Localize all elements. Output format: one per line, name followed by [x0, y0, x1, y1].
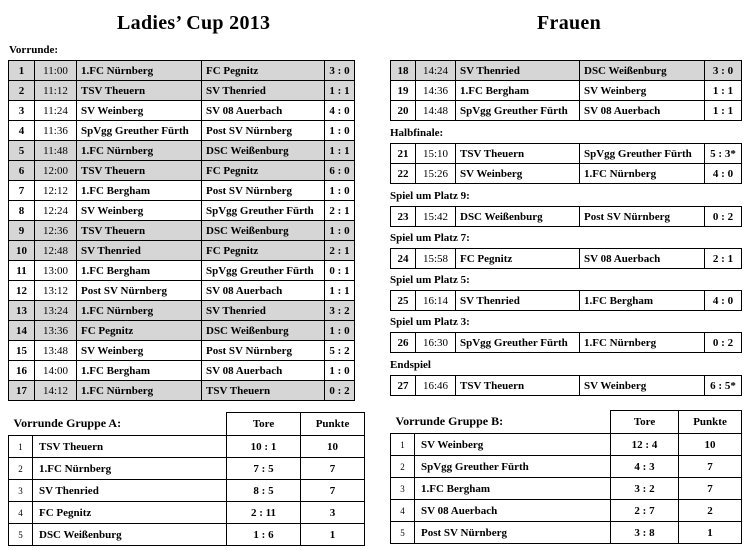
- match-number: 23: [391, 207, 416, 227]
- match-row: [391, 291, 742, 311]
- points: 7: [301, 458, 365, 480]
- match-score: 5 : 2: [325, 341, 355, 361]
- home-team: SV Thenried: [77, 241, 202, 261]
- platz5-table: [390, 290, 742, 311]
- away-team: 1.FC Nürnberg: [580, 333, 705, 353]
- match-score: 1 : 1: [705, 101, 742, 121]
- match-row: [9, 181, 355, 201]
- platz9-label: Spiel um Platz 9:: [390, 190, 470, 202]
- away-team: FC Pegnitz: [202, 161, 325, 181]
- match-time: 11:36: [35, 121, 77, 141]
- match-time: 11:48: [35, 141, 77, 161]
- rank: 2: [9, 458, 33, 480]
- group-b-col-tore: Tore: [611, 411, 679, 434]
- match-score: 2 : 1: [325, 201, 355, 221]
- away-team: DSC Weißenburg: [202, 141, 325, 161]
- standings-row: [9, 458, 365, 480]
- points: 1: [679, 522, 742, 544]
- match-row: [9, 161, 355, 181]
- away-team: SV 08 Auerbach: [202, 101, 325, 121]
- goals: 10 : 1: [227, 436, 301, 458]
- match-score: 0 : 2: [705, 333, 742, 353]
- match-score: 1 : 0: [325, 221, 355, 241]
- goals: 2 : 11: [227, 502, 301, 524]
- away-team: Post SV Nürnberg: [202, 341, 325, 361]
- match-time: 14:12: [35, 381, 77, 401]
- home-team: SV Weinberg: [77, 201, 202, 221]
- away-team: SpVgg Greuther Fürth: [202, 201, 325, 221]
- group-a-col-tore: Tore: [227, 413, 301, 436]
- away-team: Post SV Nürnberg: [580, 207, 705, 227]
- match-number: 16: [9, 361, 35, 381]
- match-row: [9, 361, 355, 381]
- match-time: 11:00: [35, 61, 77, 81]
- match-row: [391, 101, 742, 121]
- standings-row: [391, 522, 742, 544]
- halbfinale-label: Halbfinale:: [390, 127, 444, 139]
- team-name: SV Thenried: [33, 480, 227, 502]
- standings-row: [391, 434, 742, 456]
- team-name: SpVgg Greuther Fürth: [415, 456, 611, 478]
- rank: 4: [391, 500, 415, 522]
- rank: 1: [391, 434, 415, 456]
- match-time: 16:30: [416, 333, 456, 353]
- match-number: 24: [391, 249, 416, 269]
- home-team: TSV Theuern: [456, 376, 580, 396]
- match-number: 7: [9, 181, 35, 201]
- team-name: DSC Weißenburg: [33, 524, 227, 546]
- match-row: [391, 164, 742, 184]
- team-name: 1.FC Bergham: [415, 478, 611, 500]
- match-number: 2: [9, 81, 35, 101]
- match-number: 10: [9, 241, 35, 261]
- match-time: 15:58: [416, 249, 456, 269]
- match-time: 13:48: [35, 341, 77, 361]
- standings-group-a: [8, 412, 365, 546]
- match-row: [9, 101, 355, 121]
- match-number: 18: [391, 61, 416, 81]
- match-score: 1 : 1: [705, 81, 742, 101]
- match-number: 14: [9, 321, 35, 341]
- halbfinale-table: [390, 143, 742, 184]
- rank: 1: [9, 436, 33, 458]
- away-team: SV 08 Auerbach: [202, 281, 325, 301]
- match-time: 15:10: [416, 144, 456, 164]
- match-row: [391, 81, 742, 101]
- match-score: 3 : 0: [705, 61, 742, 81]
- rank: 5: [9, 524, 33, 546]
- home-team: SV Thenried: [456, 291, 580, 311]
- away-team: 1.FC Bergham: [580, 291, 705, 311]
- home-team: SV Weinberg: [77, 101, 202, 121]
- match-score: 2 : 1: [705, 249, 742, 269]
- match-number: 9: [9, 221, 35, 241]
- away-team: SV 08 Auerbach: [580, 101, 705, 121]
- match-row: [9, 141, 355, 161]
- match-number: 6: [9, 161, 35, 181]
- endspiel-table: [390, 375, 742, 396]
- match-time: 11:12: [35, 81, 77, 101]
- match-row: [391, 61, 742, 81]
- standings-row: [391, 500, 742, 522]
- home-team: SV Weinberg: [456, 164, 580, 184]
- match-number: 21: [391, 144, 416, 164]
- home-team: 1.FC Nürnberg: [77, 141, 202, 161]
- match-score: 1 : 0: [325, 121, 355, 141]
- group-b-col-punkte: Punkte: [679, 411, 742, 434]
- rank: 2: [391, 456, 415, 478]
- points: 10: [679, 434, 742, 456]
- points: 7: [679, 478, 742, 500]
- match-score: 6 : 0: [325, 161, 355, 181]
- match-number: 20: [391, 101, 416, 121]
- match-row: [391, 333, 742, 353]
- points: 7: [679, 456, 742, 478]
- home-team: SpVgg Greuther Fürth: [456, 333, 580, 353]
- goals: 3 : 2: [611, 478, 679, 500]
- match-row: [9, 201, 355, 221]
- points: 2: [679, 500, 742, 522]
- standings-row: [391, 456, 742, 478]
- match-row: [9, 341, 355, 361]
- match-time: 14:48: [416, 101, 456, 121]
- away-team: 1.FC Nürnberg: [580, 164, 705, 184]
- match-score: 1 : 1: [325, 81, 355, 101]
- match-number: 25: [391, 291, 416, 311]
- home-team: TSV Theuern: [456, 144, 580, 164]
- goals: 3 : 8: [611, 522, 679, 544]
- match-time: 12:48: [35, 241, 77, 261]
- team-name: 1.FC Nürnberg: [33, 458, 227, 480]
- team-name: SV 08 Auerbach: [415, 500, 611, 522]
- match-time: 12:12: [35, 181, 77, 201]
- home-team: 1.FC Bergham: [77, 181, 202, 201]
- home-team: SpVgg Greuther Fürth: [77, 121, 202, 141]
- match-time: 16:46: [416, 376, 456, 396]
- home-team: 1.FC Bergham: [456, 81, 580, 101]
- away-team: SV 08 Auerbach: [202, 361, 325, 381]
- endspiel-label: Endspiel: [390, 359, 431, 371]
- match-number: 15: [9, 341, 35, 361]
- match-row: [9, 121, 355, 141]
- goals: 2 : 7: [611, 500, 679, 522]
- match-row: [9, 221, 355, 241]
- schedule-table-left: [8, 60, 355, 401]
- points: 7: [301, 480, 365, 502]
- goals: 1 : 6: [227, 524, 301, 546]
- standings-row: [9, 436, 365, 458]
- match-score: 2 : 1: [325, 241, 355, 261]
- platz7-label: Spiel um Platz 7:: [390, 232, 470, 244]
- away-team: SV Weinberg: [580, 81, 705, 101]
- rank: 4: [9, 502, 33, 524]
- match-time: 14:24: [416, 61, 456, 81]
- schedule-table-right: [390, 60, 742, 121]
- page-title-right: Frauen: [537, 12, 602, 34]
- match-number: 11: [9, 261, 35, 281]
- platz7-table: [390, 248, 742, 269]
- match-number: 3: [9, 101, 35, 121]
- standings-group-b: [390, 410, 742, 544]
- away-team: TSV Theuern: [202, 381, 325, 401]
- match-time: 12:36: [35, 221, 77, 241]
- match-time: 12:24: [35, 201, 77, 221]
- match-number: 26: [391, 333, 416, 353]
- home-team: SpVgg Greuther Fürth: [456, 101, 580, 121]
- platz9-table: [390, 206, 742, 227]
- match-row: [9, 281, 355, 301]
- match-number: 4: [9, 121, 35, 141]
- match-score: 4 : 0: [705, 291, 742, 311]
- home-team: Post SV Nürnberg: [77, 281, 202, 301]
- match-number: 22: [391, 164, 416, 184]
- home-team: SV Weinberg: [77, 341, 202, 361]
- match-time: 13:24: [35, 301, 77, 321]
- match-number: 12: [9, 281, 35, 301]
- goals: 8 : 5: [227, 480, 301, 502]
- away-team: SV Thenried: [202, 301, 325, 321]
- match-time: 14:00: [35, 361, 77, 381]
- match-row: [9, 61, 355, 81]
- platz5-label: Spiel um Platz 5:: [390, 274, 470, 286]
- vorrunde-label: Vorrunde:: [9, 44, 59, 56]
- group-b-title: Vorrunde Gruppe B:: [391, 411, 611, 434]
- match-score: 3 : 2: [325, 301, 355, 321]
- points: 10: [301, 436, 365, 458]
- match-score: 1 : 0: [325, 321, 355, 341]
- match-number: 5: [9, 141, 35, 161]
- rank: 5: [391, 522, 415, 544]
- home-team: TSV Theuern: [77, 161, 202, 181]
- match-score: 1 : 0: [325, 181, 355, 201]
- rank: 3: [391, 478, 415, 500]
- away-team: DSC Weißenburg: [202, 221, 325, 241]
- match-score: 1 : 1: [325, 281, 355, 301]
- match-row: [391, 144, 742, 164]
- group-a-title: Vorrunde Gruppe A:: [9, 413, 227, 436]
- match-score: 3 : 0: [325, 61, 355, 81]
- points: 3: [301, 502, 365, 524]
- match-score: 1 : 1: [325, 141, 355, 161]
- home-team: 1.FC Nürnberg: [77, 301, 202, 321]
- match-time: 15:26: [416, 164, 456, 184]
- match-score: 1 : 0: [325, 361, 355, 381]
- away-team: DSC Weißenburg: [580, 61, 705, 81]
- standings-row: [9, 524, 365, 546]
- match-number: 27: [391, 376, 416, 396]
- platz3-table: [390, 332, 742, 353]
- match-row: [9, 321, 355, 341]
- goals: 4 : 3: [611, 456, 679, 478]
- team-name: FC Pegnitz: [33, 502, 227, 524]
- away-team: DSC Weißenburg: [202, 321, 325, 341]
- home-team: 1.FC Bergham: [77, 261, 202, 281]
- match-score: 0 : 2: [705, 207, 742, 227]
- match-score: 0 : 1: [325, 261, 355, 281]
- match-row: [9, 381, 355, 401]
- match-score: 4 : 0: [705, 164, 742, 184]
- match-score: 4 : 0: [325, 101, 355, 121]
- home-team: 1.FC Nürnberg: [77, 61, 202, 81]
- match-row: [9, 81, 355, 101]
- match-time: 14:36: [416, 81, 456, 101]
- standings-row: [391, 478, 742, 500]
- away-team: FC Pegnitz: [202, 241, 325, 261]
- away-team: SpVgg Greuther Fürth: [202, 261, 325, 281]
- rank: 3: [9, 480, 33, 502]
- match-row: [391, 249, 742, 269]
- match-score: 5 : 3*: [705, 144, 742, 164]
- match-number: 8: [9, 201, 35, 221]
- match-number: 17: [9, 381, 35, 401]
- match-row: [9, 301, 355, 321]
- team-name: SV Weinberg: [415, 434, 611, 456]
- home-team: FC Pegnitz: [456, 249, 580, 269]
- home-team: SV Thenried: [456, 61, 580, 81]
- match-row: [9, 241, 355, 261]
- match-number: 19: [391, 81, 416, 101]
- match-time: 12:00: [35, 161, 77, 181]
- team-name: TSV Theuern: [33, 436, 227, 458]
- away-team: SV Thenried: [202, 81, 325, 101]
- match-score: 6 : 5*: [705, 376, 742, 396]
- away-team: FC Pegnitz: [202, 61, 325, 81]
- home-team: 1.FC Nürnberg: [77, 381, 202, 401]
- match-time: 13:12: [35, 281, 77, 301]
- match-time: 15:42: [416, 207, 456, 227]
- points: 1: [301, 524, 365, 546]
- away-team: Post SV Nürnberg: [202, 121, 325, 141]
- home-team: TSV Theuern: [77, 221, 202, 241]
- match-time: 16:14: [416, 291, 456, 311]
- home-team: DSC Weißenburg: [456, 207, 580, 227]
- group-a-col-punkte: Punkte: [301, 413, 365, 436]
- match-time: 13:36: [35, 321, 77, 341]
- match-score: 0 : 2: [325, 381, 355, 401]
- home-team: TSV Theuern: [77, 81, 202, 101]
- goals: 7 : 5: [227, 458, 301, 480]
- home-team: FC Pegnitz: [77, 321, 202, 341]
- match-time: 11:24: [35, 101, 77, 121]
- team-name: Post SV Nürnberg: [415, 522, 611, 544]
- standings-row: [9, 480, 365, 502]
- match-number: 1: [9, 61, 35, 81]
- standings-row: [9, 502, 365, 524]
- away-team: SV Weinberg: [580, 376, 705, 396]
- platz3-label: Spiel um Platz 3:: [390, 316, 470, 328]
- page-title-left: Ladies’ Cup 2013: [117, 12, 271, 34]
- away-team: SpVgg Greuther Fürth: [580, 144, 705, 164]
- match-row: [9, 261, 355, 281]
- match-time: 13:00: [35, 261, 77, 281]
- goals: 12 : 4: [611, 434, 679, 456]
- match-row: [391, 376, 742, 396]
- away-team: Post SV Nürnberg: [202, 181, 325, 201]
- match-row: [391, 207, 742, 227]
- home-team: 1.FC Bergham: [77, 361, 202, 381]
- match-number: 13: [9, 301, 35, 321]
- away-team: SV 08 Auerbach: [580, 249, 705, 269]
